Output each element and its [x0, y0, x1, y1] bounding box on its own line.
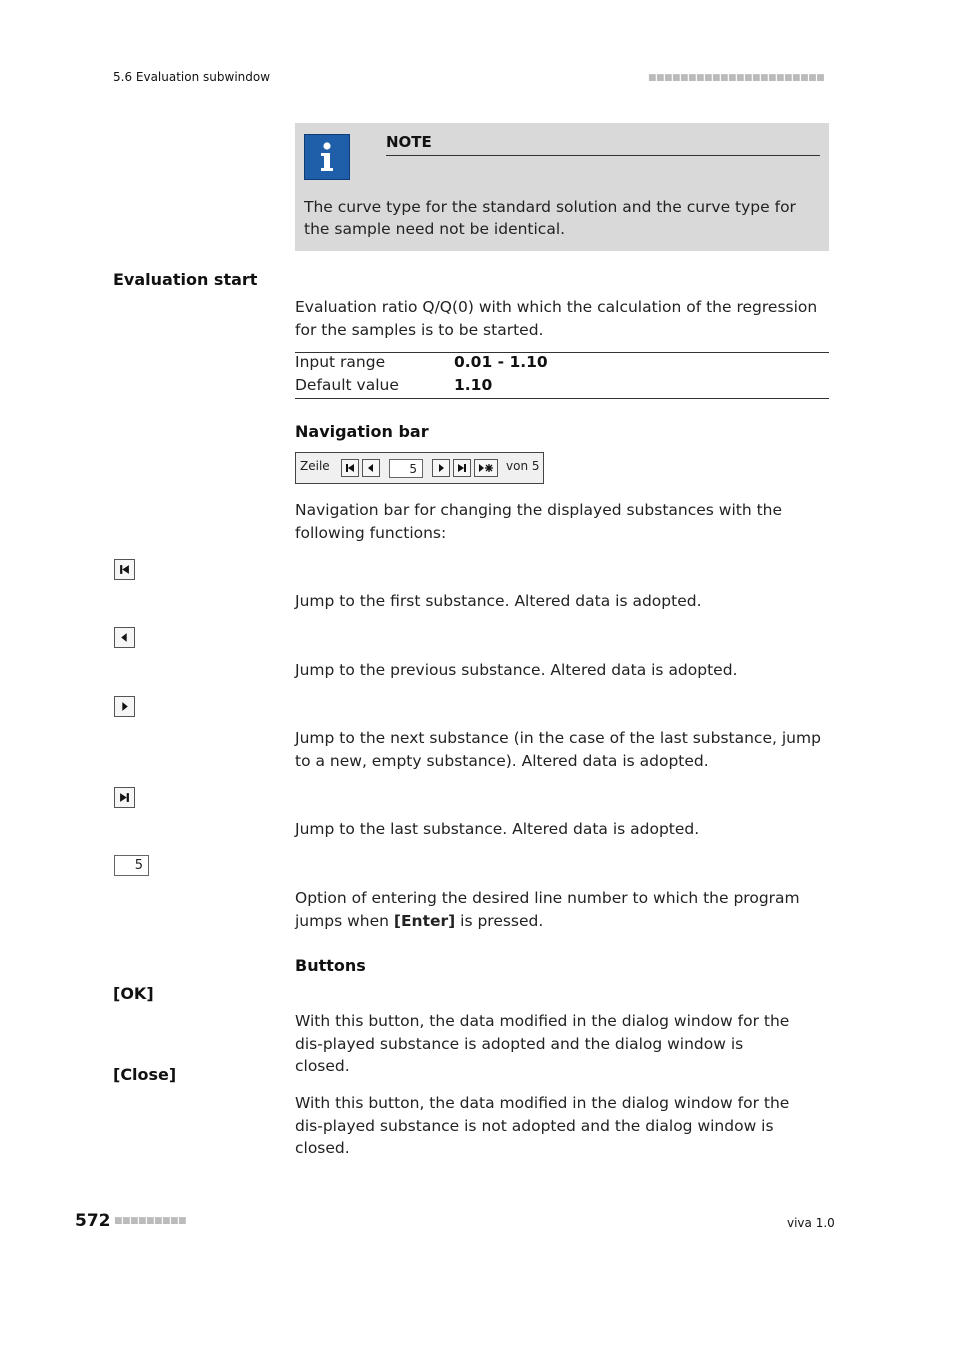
- navigation-bar: [295, 452, 544, 484]
- enter-key-label: [Enter]: [393, 911, 456, 930]
- previous-record-icon: [366, 463, 376, 473]
- input-range-value: 0.01 - 1.10: [454, 353, 548, 371]
- close-button-description: With this button, the data modified in the dialog window for the dis-played substance is not adopted and the dialog window is closed.: [295, 1094, 790, 1157]
- product-version: viva 1.0: [787, 1216, 835, 1230]
- new-record-icon: [478, 463, 494, 473]
- new-record-button[interactable]: [474, 459, 498, 477]
- last-record-button[interactable]: [453, 459, 471, 477]
- row-number-sample-field: 5: [114, 855, 149, 876]
- row-number-text-end: is pressed.: [455, 911, 544, 930]
- first-record-sample-button: [114, 559, 135, 580]
- next-record-icon: [119, 701, 130, 712]
- row-number-description: [295, 887, 829, 932]
- close-button-label: [Close]: [113, 1065, 177, 1084]
- previous-record-sample-button: [114, 627, 135, 648]
- note-text: The curve type for the standard solution and the curve type for the sample need not be identical.: [304, 198, 796, 238]
- previous-record-icon: [119, 632, 130, 643]
- next-record-icon: [436, 463, 446, 473]
- first-record-icon: [345, 463, 355, 473]
- info-icon: [304, 134, 350, 180]
- nav-total-label: von 5: [506, 459, 540, 473]
- previous-record-button[interactable]: [362, 459, 380, 477]
- nav-row-label: Zeile: [300, 459, 330, 473]
- row-number-text: Option of entering the desired line number to which the program jumps when: [295, 889, 800, 930]
- last-record-sample-button: [114, 787, 135, 808]
- evaluation-start-heading: Evaluation start: [113, 270, 258, 289]
- footer-dots: ■■■■■■■■■: [114, 1216, 187, 1226]
- navigation-bar-description: Navigation bar for changing the displayed substances with the following functions:: [295, 501, 783, 542]
- ok-button-description: With this button, the data modified in the dialog window for the dis-played substance is adopted and the dialog window is closed.: [295, 1012, 790, 1075]
- last-record-icon: [119, 792, 130, 803]
- input-range-label: Input range: [295, 353, 386, 371]
- running-header-dots: ■■■■■■■■■■■■■■■■■■■■■■: [648, 73, 825, 83]
- last-record-description: Jump to the last substance. Altered data is adopted.: [295, 820, 700, 838]
- next-record-sample-button: [114, 696, 135, 717]
- first-record-icon: [119, 564, 130, 575]
- table-bottom-rule: [295, 398, 829, 399]
- first-record-button[interactable]: [341, 459, 359, 477]
- buttons-heading: Buttons: [295, 956, 366, 975]
- navigation-bar-heading: Navigation bar: [295, 422, 429, 441]
- running-header-section: 5.6 Evaluation subwindow: [113, 70, 271, 84]
- first-record-description: Jump to the first substance. Altered data is adopted.: [295, 592, 702, 610]
- default-value-value: 1.10: [454, 376, 493, 394]
- next-record-button[interactable]: [432, 459, 450, 477]
- previous-record-description: Jump to the previous substance. Altered data is adopted.: [295, 661, 738, 679]
- last-record-icon: [457, 463, 467, 473]
- note-divider: [386, 155, 820, 156]
- page-number: 572: [75, 1211, 111, 1231]
- default-value-label: Default value: [295, 376, 399, 394]
- next-record-description: Jump to the next substance (in the case of the last substance, jump to a new, empty substance). Altered data is adopted.: [295, 729, 821, 770]
- ok-button-label: [OK]: [113, 984, 154, 1003]
- evaluation-start-description: Evaluation ratio Q/Q(0) with which the calculation of the regression for the samples is to be started.: [295, 298, 818, 339]
- note-title: NOTE: [386, 133, 432, 151]
- nav-row-input[interactable]: 5: [389, 459, 423, 478]
